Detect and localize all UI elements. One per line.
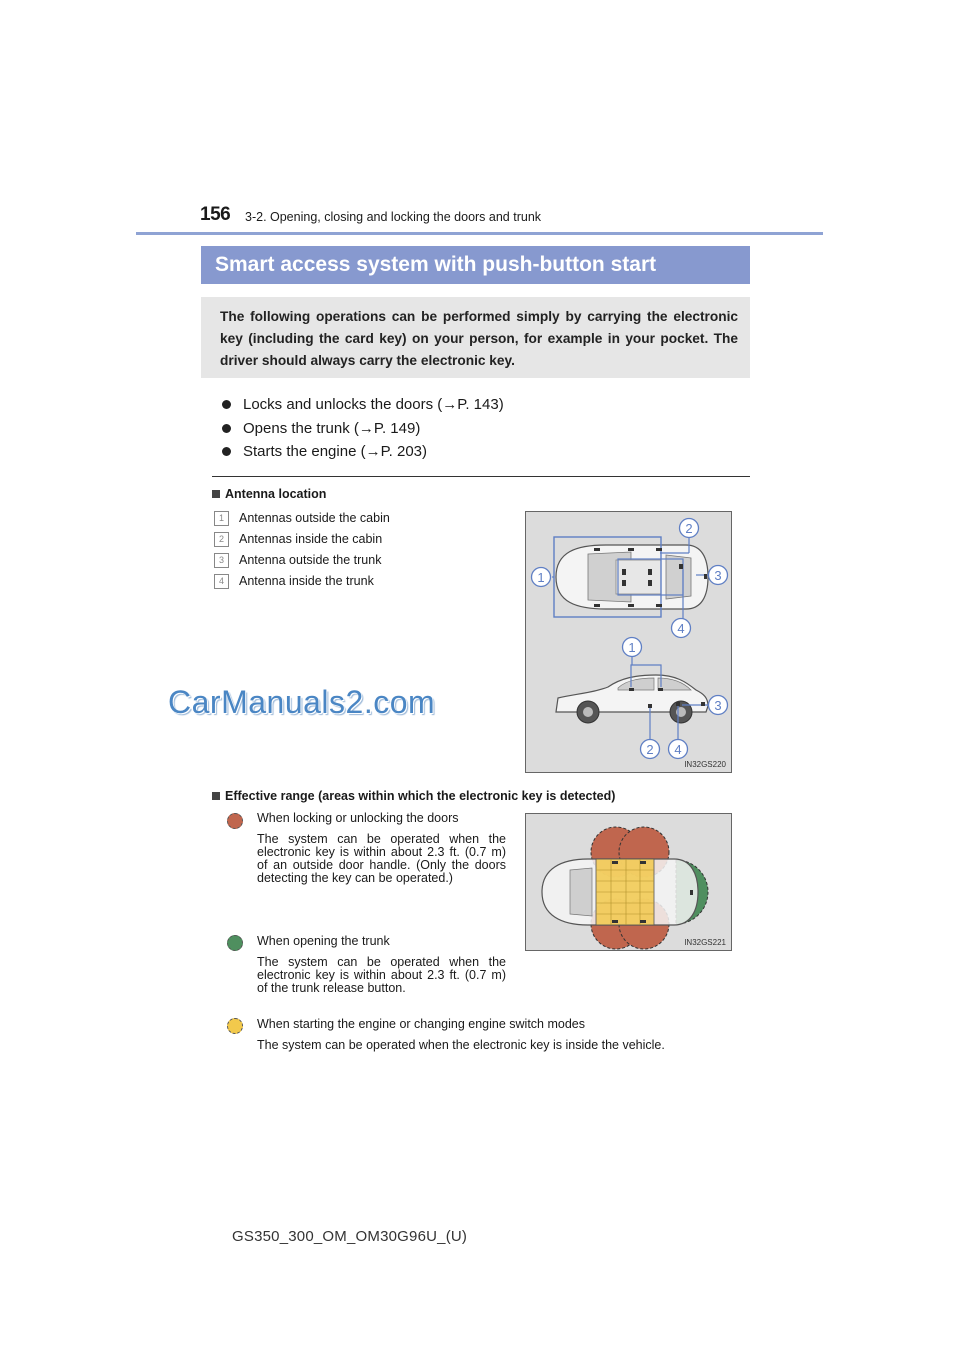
intro-box: The following operations can be performed simply by carrying the electronic key (including the card key) on your person, for example in your pocket. The driver should always carry the electronic key. bbox=[201, 297, 750, 378]
range-heading-text: Effective range (areas within which the electronic key is detected) bbox=[225, 789, 616, 803]
feature-text[interactable]: Locks and unlocks the doors (→P. 143) bbox=[243, 396, 504, 414]
antenna-legend-item bbox=[214, 531, 382, 547]
antenna-legend-item bbox=[214, 510, 390, 526]
callout-label: 4 bbox=[674, 742, 682, 757]
bullet-icon bbox=[222, 400, 231, 409]
range-item-title: When opening the trunk bbox=[257, 934, 390, 948]
engine-range-swatch-icon bbox=[227, 1018, 243, 1034]
car-top-view-icon bbox=[556, 545, 708, 609]
figure-code: IN32GS220 bbox=[684, 760, 726, 769]
antenna-location-figure bbox=[525, 511, 732, 773]
callout-label: 1 bbox=[628, 640, 636, 655]
feature-list bbox=[222, 393, 504, 464]
feature-item bbox=[222, 393, 504, 417]
bullet-icon bbox=[222, 424, 231, 433]
callout-label: 1 bbox=[537, 570, 545, 585]
square-bullet-icon bbox=[212, 792, 220, 800]
trunk-range-swatch-icon bbox=[227, 935, 243, 951]
antenna-heading bbox=[212, 487, 326, 501]
range-item-body: The system can be operated when the electronic key is within about 2.3 ft. (0.7 m) of the trunk release button. bbox=[257, 955, 506, 995]
callout-label: 3 bbox=[714, 698, 722, 713]
feature-text[interactable]: Starts the engine (→P. 203) bbox=[243, 443, 427, 461]
range-item-body: The system can be operated when the electronic key is inside the vehicle. bbox=[257, 1038, 665, 1052]
feature-text[interactable]: Opens the trunk (→P. 149) bbox=[243, 419, 421, 437]
range-item-title: When starting the engine or changing engine switch modes bbox=[257, 1017, 585, 1031]
square-bullet-icon bbox=[212, 490, 220, 498]
range-heading bbox=[212, 789, 615, 803]
header-rule bbox=[136, 232, 823, 235]
range-diagram bbox=[526, 814, 731, 950]
lock-range-swatch-icon bbox=[227, 813, 243, 829]
feature-item bbox=[222, 417, 504, 441]
antenna-legend-label: Antenna inside the trunk bbox=[239, 574, 374, 588]
callout-label: 2 bbox=[685, 521, 693, 536]
number-badge: 3 bbox=[214, 553, 229, 568]
bullet-icon bbox=[222, 447, 231, 456]
callout-label: 2 bbox=[646, 742, 654, 757]
antenna-legend-label: Antennas outside the cabin bbox=[239, 511, 390, 525]
antenna-diagram bbox=[526, 512, 731, 772]
number-badge: 2 bbox=[214, 532, 229, 547]
range-item-body: The system can be operated when the electronic key is within about 2.3 ft. (0.7 m) of an outside door handle. (Only the doors detecting the key can be operated.) bbox=[257, 832, 506, 885]
callout-label: 4 bbox=[677, 621, 685, 636]
range-item-engine bbox=[257, 1018, 727, 1052]
range-item-doors bbox=[257, 812, 506, 885]
effective-range-figure bbox=[525, 813, 732, 951]
antenna-heading-text: Antenna location bbox=[225, 487, 327, 501]
number-badge: 1 bbox=[214, 511, 229, 526]
antenna-legend-label: Antennas inside the cabin bbox=[239, 532, 383, 546]
breadcrumb: 3-2. Opening, closing and locking the doors and trunk bbox=[245, 210, 542, 224]
antenna-legend-item bbox=[214, 573, 374, 589]
page-number: 156 bbox=[200, 204, 231, 225]
antenna-legend-label: Antenna outside the trunk bbox=[239, 553, 382, 567]
feature-item bbox=[222, 440, 504, 464]
callout-label: 3 bbox=[714, 568, 722, 583]
figure-code: IN32GS221 bbox=[684, 938, 726, 947]
range-item-title: When locking or unlocking the doors bbox=[257, 811, 459, 825]
watermark: CarManuals2.com bbox=[168, 684, 436, 720]
section-title: Smart access system with push-button start bbox=[201, 246, 750, 284]
divider bbox=[212, 476, 750, 477]
document-code: GS350_300_OM_OM30G96U_(U) bbox=[232, 1228, 468, 1245]
range-item-trunk bbox=[257, 935, 506, 995]
number-badge: 4 bbox=[214, 574, 229, 589]
antenna-legend-item bbox=[214, 552, 381, 568]
